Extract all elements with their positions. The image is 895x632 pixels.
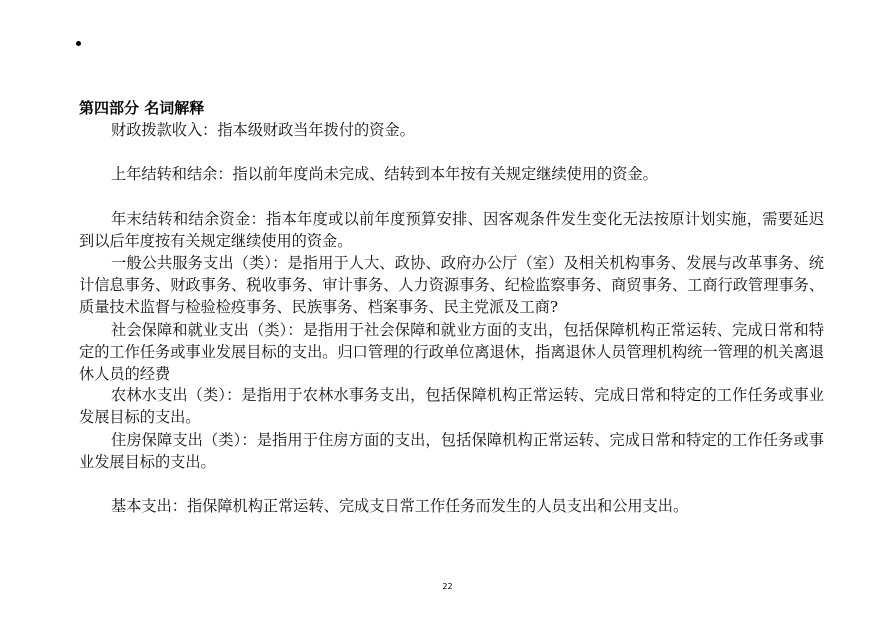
- section-heading: 第四部分 名词解释: [79, 99, 205, 117]
- paragraph-housing-security: 住房保障支出（类）：是指用于住房方面的支出，包括保障机构正常运转、完成日常和特定的工作任务或事业发展目标的支出。: [79, 431, 824, 471]
- page-number: 22: [442, 582, 453, 591]
- paragraph-social-security-employment: 社会保障和就业支出（类）：是指用于社会保障和就业方面的支出，包括保障机构正常运转、完成日常和特定的工作任务或事业发展目标的支出。归口管理的行政单位离退休，指离退休人员管理机构统一管理的机关离退休人员的经费: [79, 321, 824, 383]
- paragraph-year-end-carryover: 年末结转和结余资金：指本年度或以前年度预算安排、因客观条件发生变化无法按原计划实施，需要延迟到以后年度按有关规定继续使用的资金。: [79, 210, 824, 250]
- paragraph-prior-year-carryover: 上年结转和结余：指以前年度尚未完成、结转到本年按有关规定继续使用的资金。: [111, 165, 658, 183]
- paragraph-general-public-services: 一般公共服务支出（类）：是指用于人大、政协、政府办公厅（室）及相关机构事务、发展与改革事务、统计信息事务、财政事务、税收事务、审计事务、人力资源事务、纪检监察事务、商贸事务、工商行政管理事务、质量技术监督与检验检疫事务、民族事务、档案事务、民主党派及工商?: [79, 254, 824, 316]
- paragraph-agriculture-forestry-water: 农林水支出（类）：是指用于农林水事务支出，包括保障机构正常运转、完成日常和特定的工作任务或事业发展目标的支出。: [79, 386, 824, 426]
- bullet-mark: [76, 41, 81, 46]
- paragraph-fiscal-appropriation-income: 财政拨款收入：指本级财政当年拨付的资金。: [111, 121, 415, 139]
- paragraph-basic-expenditure: 基本支出：指保障机构正常运转、完成支日常工作任务而发生的人员支出和公用支出。: [111, 497, 689, 515]
